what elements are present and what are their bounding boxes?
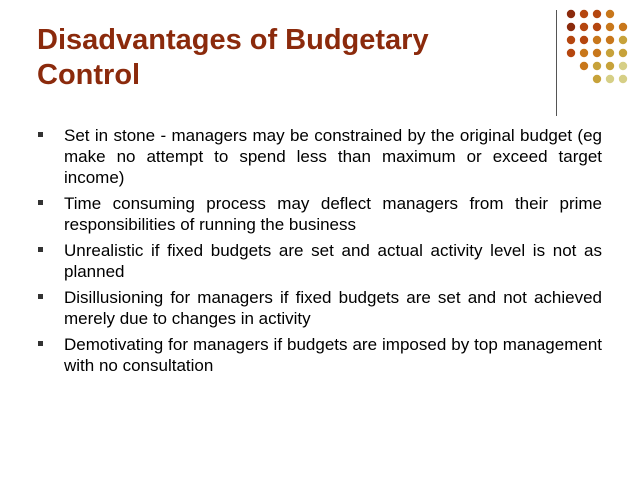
decorative-dot (619, 62, 627, 70)
bullet-text: Unrealistic if fixed budgets are set and actual activity level is not as planned (64, 241, 602, 281)
bullet-list (36, 125, 602, 381)
slide-title-line-1: Disadvantages of Budgetary (37, 24, 429, 56)
decorative-dot (593, 10, 601, 18)
decorative-dot (580, 10, 588, 18)
decorative-dot (619, 75, 627, 83)
decorative-dot (606, 62, 614, 70)
slide-title-line-2: Control (37, 59, 141, 91)
decorative-dot (593, 23, 601, 31)
bullet-square-icon (38, 294, 43, 299)
bullet-text: Set in stone - managers may be constrained by the original budget (eg make no attempt to spend less than maximum or exceed target income) (64, 126, 602, 187)
bullet-item (36, 193, 602, 235)
slide-title (37, 23, 507, 93)
decorative-dot (593, 62, 601, 70)
bullet-text: Demotivating for managers if budgets are imposed by top management with no consultation (64, 335, 602, 375)
decorative-dot (606, 23, 614, 31)
decorative-dot (606, 75, 614, 83)
bullet-square-icon (38, 132, 43, 137)
bullet-text: Time consuming process may deflect managers from their prime responsibilities of running the business (64, 194, 602, 234)
decorative-dot (619, 23, 627, 31)
vertical-divider (556, 10, 557, 116)
decorative-dot (606, 49, 614, 57)
decorative-dot (580, 23, 588, 31)
decorative-dot (593, 49, 601, 57)
decorative-dot (619, 49, 627, 57)
decorative-dot (567, 23, 575, 31)
decorative-dot (567, 36, 575, 44)
bullet-text: Disillusioning for managers if fixed budgets are set and not achieved merely due to changes in activity (64, 288, 602, 328)
bullet-square-icon (38, 200, 43, 205)
decorative-dot (606, 36, 614, 44)
decorative-dot (593, 75, 601, 83)
decorative-dot (606, 10, 614, 18)
dot-grid-icon (566, 9, 636, 109)
decorative-dot (580, 62, 588, 70)
bullet-item (36, 334, 602, 376)
decorative-dot (619, 36, 627, 44)
decorative-dot (567, 10, 575, 18)
decorative-dot (593, 36, 601, 44)
decorative-dot (580, 49, 588, 57)
decorative-dot (580, 36, 588, 44)
bullet-square-icon (38, 341, 43, 346)
bullet-item (36, 125, 602, 188)
bullet-item (36, 240, 602, 282)
bullet-item (36, 287, 602, 329)
decorative-dot (567, 49, 575, 57)
bullet-square-icon (38, 247, 43, 252)
